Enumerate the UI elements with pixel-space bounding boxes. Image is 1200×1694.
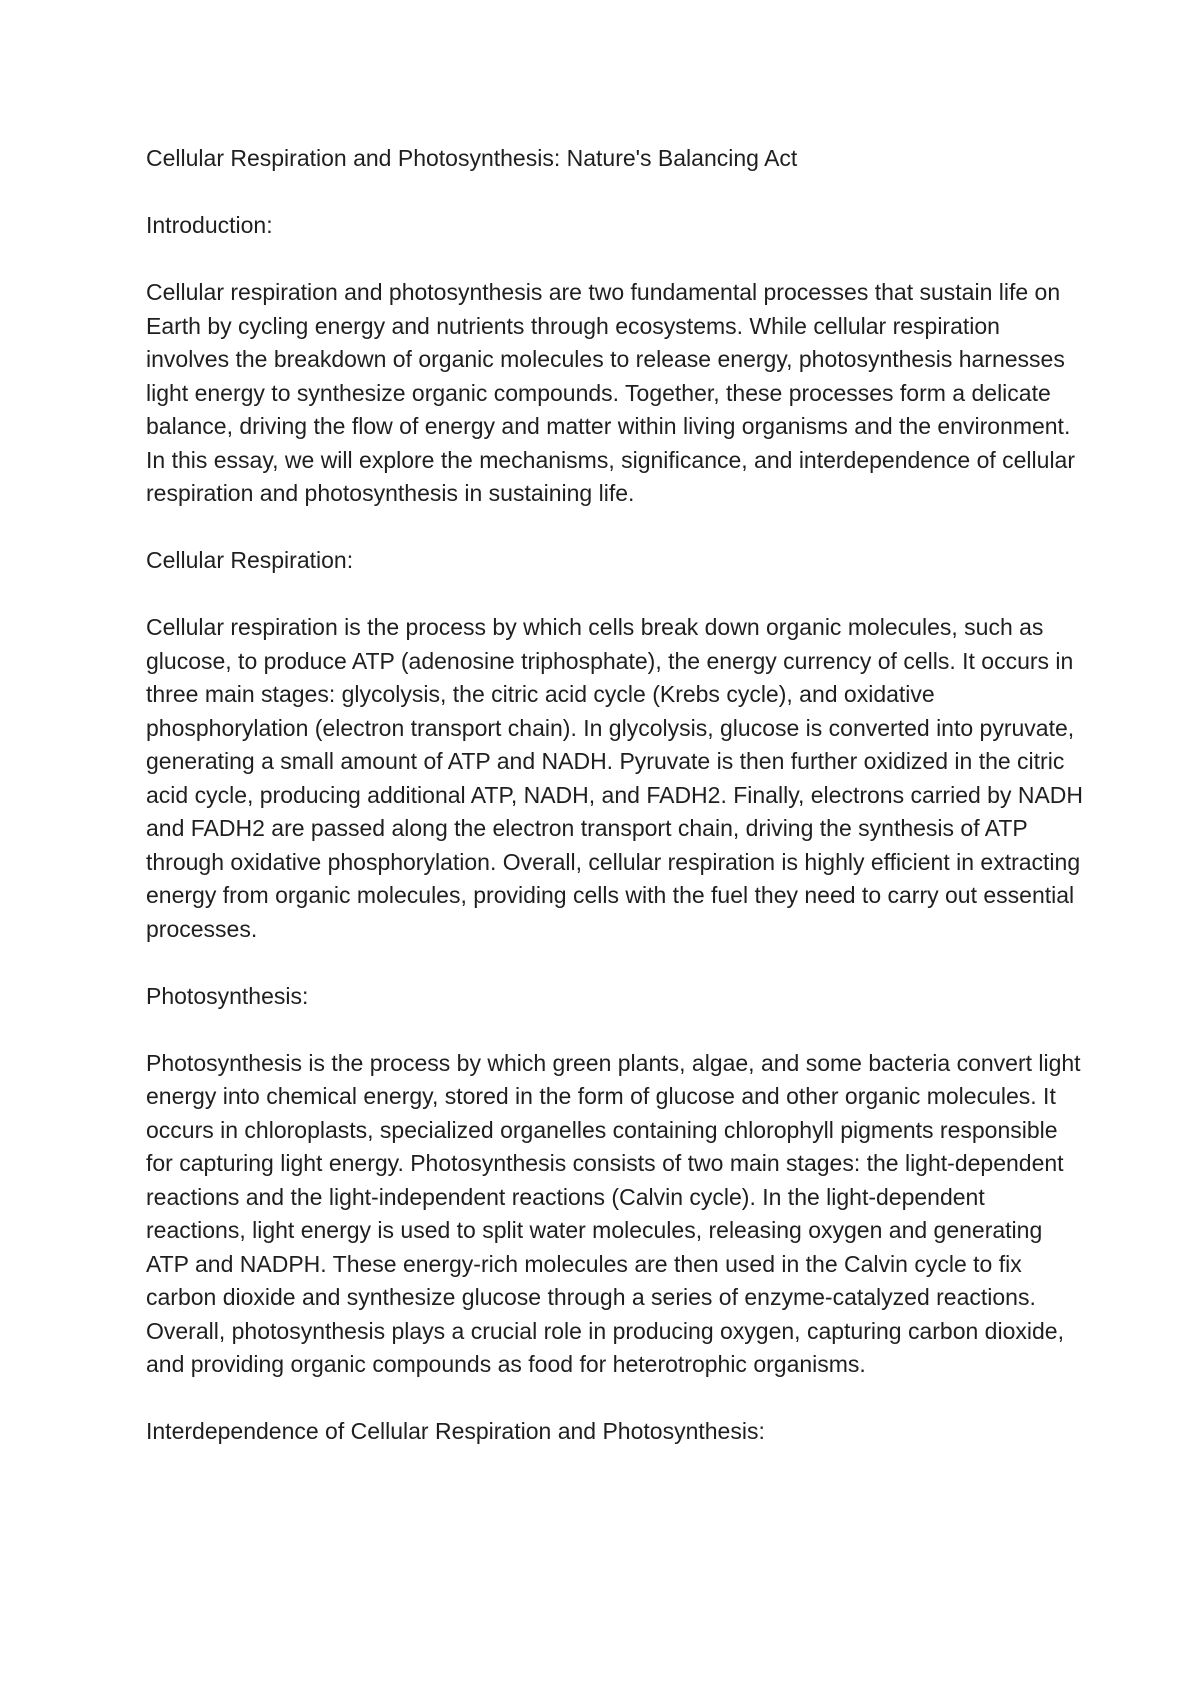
section-heading-interdependence: Interdependence of Cellular Respiration and Photosynthesis: <box>146 1418 765 1444</box>
section-heading-introduction: Introduction: <box>146 212 273 238</box>
section-body-photosynthesis: Photosynthesis is the process by which green plants, algae, and some bacteria convert light energy into chemical energy, stored in the form of glucose and other organic molecules. It occurs in chloroplasts, specialized organelles containing chlorophyll pigments responsible for capturing light energy. Photosynthesis consists of two main stages: the light-dependent reactions and the light-independent reactions (Calvin cycle). In the light-dependent reactions, light energy is used to split water molecules, releasing oxygen and generating ATP and NADPH. These energy-rich molecules are then used in the Calvin cycle to fix carbon dioxide and synthesize glucose through a series of enzyme-catalyzed reactions. Overall, photosynthesis plays a crucial role in producing oxygen, capturing carbon dioxide, and providing organic compounds as food for heterotrophic organisms. <box>146 1049 1081 1377</box>
section-body-cellular-respiration: Cellular respiration is the process by which cells break down organic molecules, such as glucose, to produce ATP (adenosine triphosphate), the energy currency of cells. It occurs in three main stages: glycolysis, the citric acid cycle (Krebs cycle), and oxidative phosphorylation (electron transport chain). In glycolysis, glucose is converted into pyruvate, generating a small amount of ATP and NADH. Pyruvate is then further oxidized in the citric acid cycle, producing additional ATP, NADH, and FADH2. Finally, electrons carried by NADH and FADH2 are passed along the electron transport chain, driving the synthesis of ATP through oxidative phosphorylation. Overall, cellular respiration is highly efficient in extracting energy from organic molecules, providing cells with the fuel they need to carry out essential processes. <box>146 614 1084 942</box>
document-title: Cellular Respiration and Photosynthesis: Nature's Balancing Act <box>146 145 798 171</box>
document-content <box>146 142 1086 1482</box>
section-heading-photosynthesis: Photosynthesis: <box>146 982 309 1009</box>
section-body-introduction: Cellular respiration and photosynthesis are two fundamental processes that sustain life on Earth by cycling energy and nutrients through ecosystems. While cellular respiration involves the breakdown of organic molecules to release energy, photosynthesis harnesses light energy to synthesize organic compounds. Together, these processes form a delicate balance, driving the flow of energy and matter within living organisms and the environment. In this essay, we will explore the mechanisms, significance, and interdependence of cellular respiration and photosynthesis in sustaining life. <box>146 279 1076 506</box>
section-heading-cellular-respiration: Cellular Respiration: <box>146 547 354 573</box>
